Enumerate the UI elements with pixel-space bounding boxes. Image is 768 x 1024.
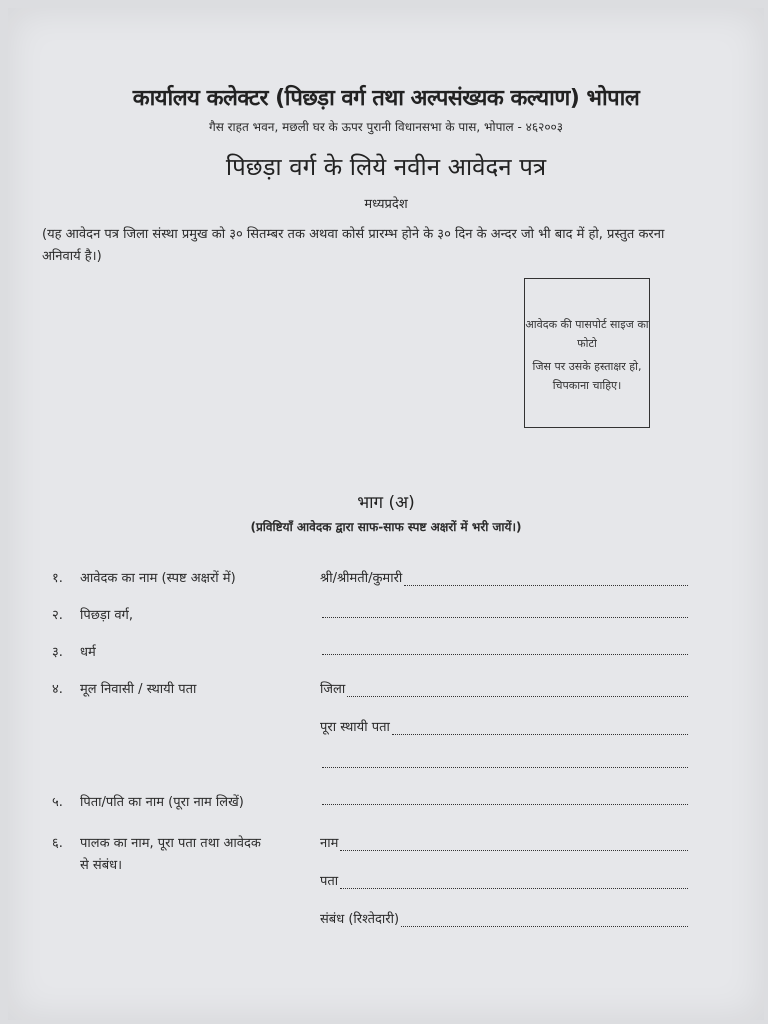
form-title: पिछड़ा वर्ग के लिये नवीन आवेदन पत्र	[225, 153, 547, 181]
field-prefix: पता	[320, 874, 339, 889]
state-name: मध्यप्रदेश	[364, 197, 408, 212]
item-label: पालक का नाम, पूरा पता तथा आवेदक	[80, 836, 261, 851]
item-number: ४.	[52, 682, 63, 697]
item-number: १.	[52, 571, 63, 586]
item-label: मूल निवासी / स्थायी पता	[80, 682, 197, 697]
father-husband-name-field[interactable]	[320, 792, 688, 805]
item-number: ५.	[52, 795, 63, 810]
applicant-name-field[interactable]	[320, 568, 688, 586]
form-sheet	[8, 8, 764, 1020]
religion-field[interactable]	[320, 642, 688, 655]
item-label: धर्म	[80, 645, 96, 660]
full-permanent-address-field[interactable]	[320, 717, 688, 735]
field-prefix: जिला	[320, 682, 346, 697]
item-label: पिता/पति का नाम (पूरा नाम लिखें)	[80, 795, 244, 810]
item-number: ३.	[52, 645, 63, 660]
field-prefix: श्री/श्रीमती/कुमारी	[320, 571, 403, 586]
item-number: २.	[52, 608, 63, 623]
guardian-name-field[interactable]	[320, 833, 688, 851]
item-label-continued: से संबंध।	[80, 858, 123, 873]
address-continuation-field[interactable]	[320, 755, 688, 768]
field-prefix: पूरा स्थायी पता	[320, 720, 390, 735]
backward-class-field[interactable]	[320, 605, 688, 618]
field-prefix: संबंध (रिश्तेदारी)	[320, 912, 400, 927]
guardian-relation-field[interactable]	[320, 909, 688, 927]
guardian-address-field[interactable]	[320, 871, 688, 889]
office-heading: कार्यालय कलेक्टर (पिछड़ा वर्ग तथा अल्पसंख्यक कल्याण) भोपाल	[132, 86, 640, 111]
photo-box-text: आवेदक की पासपोर्ट साइज का फोटो	[525, 318, 649, 350]
item-label: पिछड़ा वर्ग,	[80, 608, 133, 623]
item-label: आवेदक का नाम (स्पष्ट अक्षरों में)	[80, 571, 236, 586]
part-title: भाग (अ)	[357, 493, 415, 513]
office-address: गैस राहत भवन, मछली घर के ऊपर पुरानी विधानसभा के पास, भोपाल - ४६२००३	[208, 120, 564, 134]
photo-box-signature-text: जिस पर उसके हस्ताक्षर हो, चिपकाना चाहिए।	[532, 360, 642, 392]
photo-box[interactable]	[524, 278, 650, 428]
submission-instruction: (यह आवेदन पत्र जिला संस्था प्रमुख को ३० सितम्बर तक अथवा कोर्स प्रारम्भ होने के ३० दिन के अन्दर जो भी बाद में हो, प्रस्तुत करना अनिवार्य है।)	[42, 227, 665, 264]
item-number: ६.	[52, 836, 63, 851]
field-prefix: नाम	[320, 836, 339, 851]
part-note: (प्रविष्टियाँ आवेदक द्वारा साफ-साफ स्पष्ट अक्षरों में भरी जायें।)	[250, 520, 522, 534]
district-field[interactable]	[320, 679, 688, 697]
